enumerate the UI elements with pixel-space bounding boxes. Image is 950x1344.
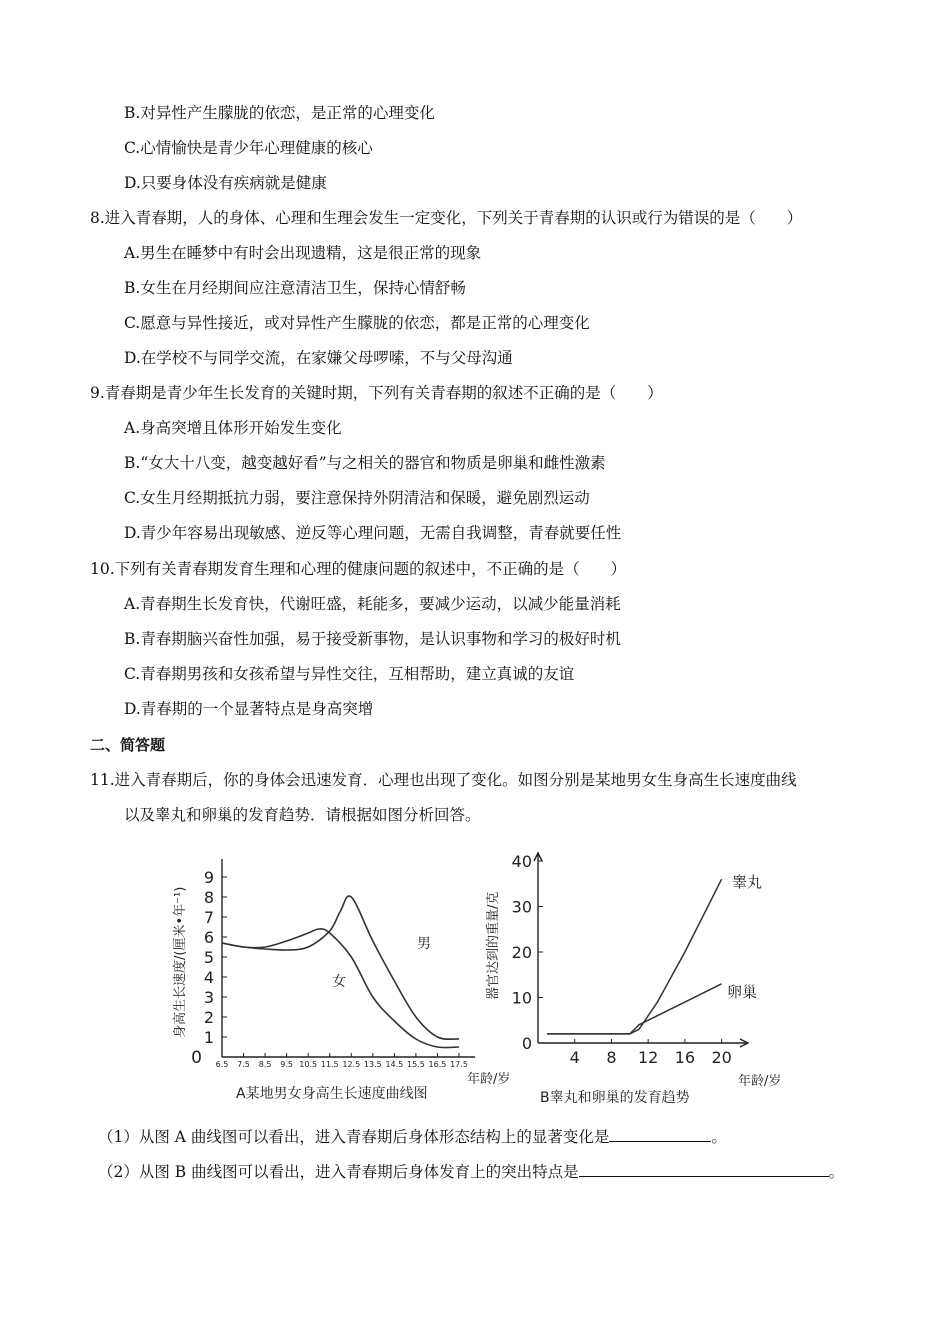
chart-b-legend-testis: 睾丸 <box>732 873 763 891</box>
chart-b-x-tick-label: 20 <box>711 1048 732 1067</box>
q7-option-c: C.心情愉快是青少年心理健康的核心 <box>124 139 373 157</box>
chart-a-legend-male: 男 <box>417 936 431 952</box>
chart-a-x-tick-label: 17.5 <box>450 1060 468 1069</box>
chart-a-y-tick-label: 9 <box>203 868 214 887</box>
q10-option-b: B.青春期脑兴奋性加强，易于接受新事物，是认识事物和学习的极好时机 <box>124 630 621 648</box>
q10-option-c: C.青春期男孩和女孩希望与异性交往，互相帮助，建立真诚的友谊 <box>124 665 575 683</box>
chart-a-legend-female: 女 <box>332 974 346 990</box>
q7-option-d: D.只要身体没有疾病就是健康 <box>124 174 327 192</box>
chart-a-y-tick-label: 1 <box>203 1028 214 1047</box>
q10-option-a: A.青春期生长发育快，代谢旺盛，耗能多，要减少运动，以减少能量消耗 <box>124 595 621 613</box>
q9-option-b: B.“女大十八变，越变越好看”与之相关的器官和物质是卵巢和雌性激素 <box>124 454 606 472</box>
chart-a-x-tick-label: 9.5 <box>280 1060 294 1069</box>
chart-b-y-tick-label: 30 <box>511 897 532 917</box>
q11-sub1 <box>98 1126 727 1147</box>
chart-b-y-tick-label: 0 <box>521 1034 532 1053</box>
q11-stem-line1: 11.进入青春期后，你的身体会迅速发育．心理也出现了变化。如图分别是某地男女生身高生长速度曲线 <box>90 771 797 789</box>
q9-option-a: A.身高突增且体形开始发生变化 <box>124 419 342 437</box>
q11-sub2-text: （2）从图 B 曲线图可以看出，进入青春期后身体发育上的突出特点是 <box>98 1163 579 1181</box>
q10-option-d: D.青春期的一个显著特点是身高突增 <box>124 700 374 718</box>
chart-b-series-line-testis <box>547 879 721 1034</box>
chart-b-y-tick-label: 20 <box>511 943 532 962</box>
q10-stem: 10.下列有关青春期发育生理和心理的健康问题的叙述中，不正确的是（ ） <box>90 560 627 578</box>
q11-sub2-answer-blank[interactable] <box>579 1161 829 1177</box>
chart-a-series-line-male <box>222 896 459 1039</box>
q11-sub1-text: （1）从图 A 曲线图可以看出，进入青春期后身体形态结构上的显著变化是 <box>98 1128 610 1146</box>
chart-a-x-tick-label: 11.5 <box>320 1060 339 1069</box>
chart-b-y-tick-label: 10 <box>511 988 532 1008</box>
chart-a-y-label: 身高生长速度/(厘米•年⁻¹) <box>173 886 188 1038</box>
q11-sub2-end: 。 <box>828 1163 845 1181</box>
chart-b-series-line-ovary <box>547 984 721 1034</box>
q8-option-a: A.男生在睡梦中有时会出现遗精，这是很正常的现象 <box>124 244 482 262</box>
chart-b-organ-development <box>480 840 790 1110</box>
figure-charts <box>160 840 800 1110</box>
chart-b-y-tick-label: 40 <box>511 852 532 871</box>
q8-option-d: D.在学校不与同学交流，在家嫌父母啰嗦，不与父母沟通 <box>124 349 513 367</box>
chart-a-y-tick-label: 7 <box>203 908 214 927</box>
chart-b-x-tick-label: 16 <box>674 1048 696 1067</box>
chart-a-y-tick-label: 5 <box>203 948 214 967</box>
chart-a-y-tick-label: 4 <box>203 968 214 987</box>
chart-a-y-tick-label: 0 <box>191 1048 202 1068</box>
chart-a-x-tick-label: 7.5 <box>237 1060 250 1069</box>
chart-a-x-tick-label: 6.5 <box>215 1060 229 1069</box>
chart-a-x-tick-label: 10.5 <box>299 1060 318 1069</box>
chart-a-title: A某地男女身高生长速度曲线图 <box>236 1086 428 1102</box>
q7-option-b: B.对异性产生朦胧的依恋，是正常的心理变化 <box>124 104 435 122</box>
chart-a-y-tick-label: 8 <box>203 888 214 907</box>
q9-stem: 9.青春期是青少年生长发育的关键时期，下列有关青春期的叙述不正确的是（ ） <box>90 384 663 402</box>
chart-b-y-label: 器官达到的重量/克 <box>486 891 501 1000</box>
chart-b-x-tick-label: 12 <box>638 1048 659 1067</box>
q11-sub1-end: 。 <box>711 1128 727 1146</box>
chart-a-x-tick-label: 13.5 <box>363 1060 382 1069</box>
q11-stem-line2: 以及睾丸和卵巢的发育趋势．请根据如图分析回答。 <box>124 806 481 824</box>
q11-sub1-answer-blank[interactable] <box>609 1126 711 1142</box>
section-title: 二、简答题 <box>90 736 166 754</box>
q9-option-d: D.青少年容易出现敏感、逆反等心理问题，无需自我调整，青春就要任性 <box>124 524 622 542</box>
chart-b-title: B睾丸和卵巢的发育趋势 <box>540 1090 690 1106</box>
chart-a-x-tick-label: 12.5 <box>342 1060 361 1069</box>
chart-a-y-tick-label: 6 <box>203 928 214 947</box>
chart-a-x-tick-label: 8.5 <box>258 1060 272 1069</box>
chart-b-legend-ovary: 卵巢 <box>727 983 758 1001</box>
chart-b-x-tick-label: 4 <box>569 1048 580 1067</box>
q9-option-c: C.女生月经期抵抗力弱，要注意保持外阴清洁和保暖，避免剧烈运动 <box>124 489 590 507</box>
chart-a-x-tick-label: 14.5 <box>385 1060 404 1069</box>
chart-a-x-tick-label: 16.5 <box>428 1060 447 1069</box>
chart-a-y-tick-label: 3 <box>203 988 214 1007</box>
q11-sub2 <box>98 1161 844 1182</box>
q8-option-b: B.女生在月经期间应注意清洁卫生，保持心情舒畅 <box>124 279 466 297</box>
chart-a-y-tick-label: 2 <box>203 1008 214 1027</box>
chart-a-x-tick-label: 15.5 <box>407 1060 425 1069</box>
chart-b-x-tick-label: 8 <box>606 1048 617 1067</box>
q8-stem: 8.进入青春期，人的身体、心理和生理会发生一定变化，下列关于青春期的认识或行为错误的是（ ） <box>90 209 803 227</box>
chart-b-x-label: 年龄/岁 <box>738 1074 782 1089</box>
q8-option-c: C.愿意与异性接近，或对异性产生朦胧的依恋，都是正常的心理变化 <box>124 314 590 332</box>
chart-a-x-label: 年龄/岁 <box>467 1072 511 1087</box>
